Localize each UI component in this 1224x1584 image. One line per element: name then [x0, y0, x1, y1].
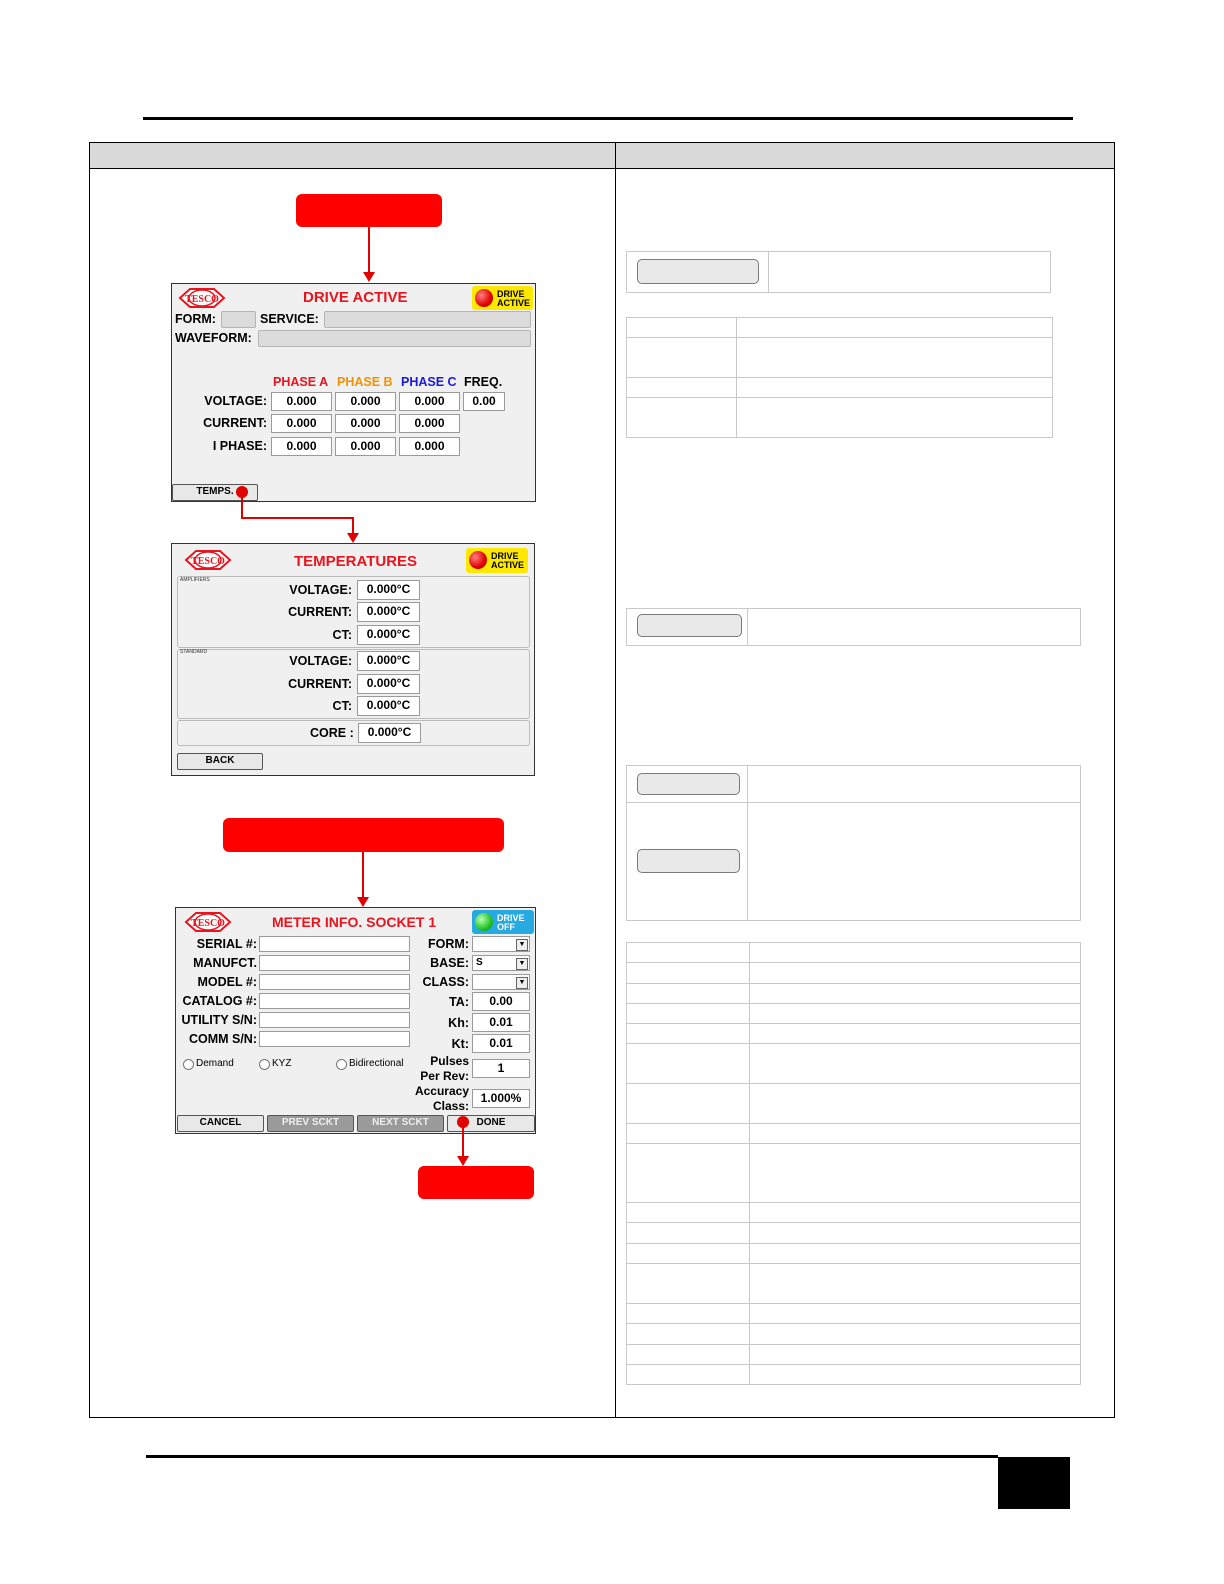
table-row-line — [627, 1303, 1080, 1304]
chevron-down-icon[interactable]: ▼ — [516, 939, 528, 951]
badge-text: DRIVE OFF — [497, 913, 525, 932]
iphase-c-value: 0.000 — [399, 437, 460, 456]
std-voltage-label: VOLTAGE: — [289, 654, 352, 668]
next-socket-button[interactable]: NEXT SCKT — [357, 1115, 444, 1132]
button-graphic — [637, 773, 740, 795]
form-field[interactable] — [221, 311, 256, 328]
std-voltage-value: 0.000°C — [357, 651, 420, 671]
status-led-icon — [475, 289, 493, 307]
phase-b-header: PHASE B — [337, 375, 393, 389]
chevron-down-icon[interactable]: ▼ — [516, 958, 528, 970]
service-label: SERVICE: — [260, 312, 319, 326]
bidirectional-label: Bidirectional — [349, 1058, 404, 1069]
tesco-logo-icon — [184, 910, 232, 934]
kh-label: Kh: — [448, 1016, 469, 1030]
prev-socket-button[interactable]: PREV SCKT — [267, 1115, 354, 1132]
voltage-label: VOLTAGE: — [204, 394, 267, 408]
core-label: CORE : — [310, 726, 354, 740]
phase-a-header: PHASE A — [273, 375, 329, 389]
amp-ct-value: 0.000°C — [357, 625, 420, 645]
table-row-line — [627, 983, 1080, 984]
base-select[interactable]: S — [472, 955, 530, 971]
header-rule — [143, 117, 1073, 120]
drive-status-badge[interactable] — [472, 286, 533, 310]
comm-label: COMM S/N: — [188, 1032, 257, 1046]
demand-label: Demand — [196, 1058, 234, 1069]
temps-arrow-v1 — [241, 497, 243, 519]
iphase-a-value: 0.000 — [271, 437, 332, 456]
voltage-c-value: 0.000 — [399, 392, 460, 411]
callout-label — [418, 1166, 534, 1199]
waveform-field[interactable] — [258, 330, 531, 347]
field-description-table — [626, 942, 1081, 1385]
table-row-line — [627, 1263, 1080, 1264]
footer-rule — [146, 1455, 998, 1458]
utility-input[interactable] — [259, 1012, 410, 1028]
accuracy-class-label: Class: — [432, 1099, 469, 1113]
utility-label: UTILITY S/N: — [181, 1013, 257, 1027]
meter-info-screen — [175, 907, 536, 1134]
table-divider — [747, 766, 748, 920]
std-current-label: CURRENT: — [288, 677, 352, 691]
table-row-line — [627, 337, 1052, 338]
voltage-b-value: 0.000 — [335, 392, 396, 411]
chevron-down-icon[interactable]: ▼ — [516, 977, 528, 989]
svg-text:TESCO: TESCO — [191, 556, 225, 567]
model-label: MODEL #: — [197, 975, 257, 989]
serial-input[interactable] — [259, 936, 410, 952]
kt-label: Kt: — [451, 1037, 469, 1051]
manufct-input[interactable] — [259, 955, 410, 971]
table-row-line — [627, 397, 1052, 398]
status-led-icon — [475, 913, 493, 931]
drive-status-badge[interactable] — [466, 548, 528, 573]
arrow-head — [457, 1156, 469, 1166]
table-divider — [768, 252, 769, 292]
tesco-logo-icon — [184, 548, 232, 572]
core-value: 0.000°C — [358, 723, 421, 743]
table-row-line — [627, 377, 1052, 378]
arrow-head — [363, 272, 375, 282]
screen-title: METER INFO. SOCKET 1 — [272, 914, 437, 930]
table-divider — [749, 943, 750, 1384]
accuracy-label: Accuracy — [414, 1084, 469, 1098]
voltage-a-value: 0.000 — [271, 392, 332, 411]
waveform-label: WAVEFORM: — [175, 331, 252, 345]
amp-ct-label: CT: — [332, 628, 352, 642]
button-graphic — [637, 614, 742, 637]
base-label: BASE: — [430, 956, 469, 970]
kyz-label: KYZ — [272, 1058, 292, 1069]
temps-arrow-h — [241, 517, 354, 519]
ta-input[interactable]: 0.00 — [472, 992, 530, 1011]
screen-title: TEMPERATURES — [294, 553, 418, 570]
std-current-value: 0.000°C — [357, 674, 420, 694]
done-button[interactable]: DONE — [447, 1115, 535, 1132]
iphase-label: I PHASE: — [212, 439, 267, 453]
ta-label: TA: — [449, 995, 469, 1009]
amplifiers-group — [177, 576, 530, 648]
status-led-icon — [469, 551, 487, 569]
tesco-logo-icon — [178, 286, 226, 310]
amp-current-label: CURRENT: — [288, 605, 352, 619]
amp-voltage-value: 0.000°C — [357, 580, 420, 600]
kh-input[interactable]: 0.01 — [472, 1013, 530, 1032]
amplifiers-label: AMPLIFIERS — [180, 577, 210, 583]
amp-current-value: 0.000°C — [357, 602, 420, 622]
arrow-head — [357, 897, 369, 907]
table-row-line — [627, 962, 1080, 963]
table-row-line — [627, 802, 1080, 803]
current-b-value: 0.000 — [335, 414, 396, 433]
temps-button[interactable]: TEMPS. — [172, 484, 258, 501]
amp-voltage-label: VOLTAGE: — [289, 583, 352, 597]
model-input[interactable] — [259, 974, 410, 990]
table-row-line — [627, 1083, 1080, 1084]
table-row-line — [627, 1202, 1080, 1203]
callout-arrow — [368, 227, 370, 273]
callout-arrow — [362, 852, 364, 898]
freq-value: 0.00 — [463, 392, 505, 411]
form-label: FORM: — [428, 937, 469, 951]
standard-label: STANDARD — [180, 649, 208, 655]
demand-radio[interactable] — [183, 1059, 194, 1070]
callout-label — [296, 194, 442, 227]
per-rev-label: Per Rev: — [420, 1069, 469, 1083]
column-divider — [615, 143, 616, 1417]
bidirectional-radio[interactable] — [336, 1059, 347, 1070]
arrow-head — [347, 533, 359, 543]
button-graphic — [637, 849, 740, 873]
table-header — [90, 143, 1114, 169]
button-graphic — [637, 259, 759, 284]
std-ct-label: CT: — [332, 699, 352, 713]
standard-group — [177, 649, 530, 719]
table-row-line — [627, 1143, 1080, 1144]
table-row-line — [627, 1364, 1080, 1365]
freq-header: FREQ. — [464, 375, 503, 389]
kt-input[interactable]: 0.01 — [472, 1034, 530, 1053]
catalog-label: CATALOG #: — [182, 994, 257, 1008]
catalog-input[interactable] — [259, 993, 410, 1009]
phase-c-header: PHASE C — [401, 375, 457, 389]
iphase-b-value: 0.000 — [335, 437, 396, 456]
screen-title: DRIVE ACTIVE — [303, 289, 408, 306]
drive-active-screen — [171, 283, 536, 502]
pulses-label: Pulses — [430, 1054, 469, 1068]
badge-text: DRIVE ACTIVE — [491, 551, 525, 570]
svg-text:TESCO: TESCO — [191, 918, 225, 929]
form-label: FORM: — [175, 312, 216, 326]
manufct-label: MANUFCT. — [193, 956, 257, 970]
current-c-value: 0.000 — [399, 414, 460, 433]
table-row-line — [627, 1043, 1080, 1044]
kyz-radio[interactable] — [259, 1059, 270, 1070]
serial-label: SERIAL #: — [196, 937, 257, 951]
callout-label — [223, 818, 504, 852]
table-divider — [747, 609, 748, 645]
temperatures-screen — [171, 543, 535, 776]
table-row-line — [627, 1344, 1080, 1345]
table-row-line — [627, 1222, 1080, 1223]
back-button[interactable]: BACK — [177, 753, 263, 770]
class-label: CLASS: — [422, 975, 469, 989]
drive-status-badge[interactable] — [472, 910, 534, 934]
current-label: CURRENT: — [203, 416, 267, 430]
service-field[interactable] — [324, 311, 531, 328]
comm-input[interactable] — [259, 1031, 410, 1047]
page-number-box — [998, 1457, 1070, 1509]
table-row-line — [627, 1123, 1080, 1124]
table-row-line — [627, 1003, 1080, 1004]
badge-text: DRIVE ACTIVE — [497, 289, 531, 308]
table-row-line — [627, 1243, 1080, 1244]
std-ct-value: 0.000°C — [357, 696, 420, 716]
svg-text:TESCO: TESCO — [185, 294, 219, 305]
cancel-button[interactable]: CANCEL — [177, 1115, 264, 1132]
table-row-line — [627, 1323, 1080, 1324]
pulses-input[interactable]: 1 — [472, 1059, 530, 1078]
done-arrow — [462, 1127, 464, 1157]
accuracy-input[interactable]: 1.000% — [472, 1089, 530, 1108]
table-row-line — [627, 1023, 1080, 1024]
current-a-value: 0.000 — [271, 414, 332, 433]
